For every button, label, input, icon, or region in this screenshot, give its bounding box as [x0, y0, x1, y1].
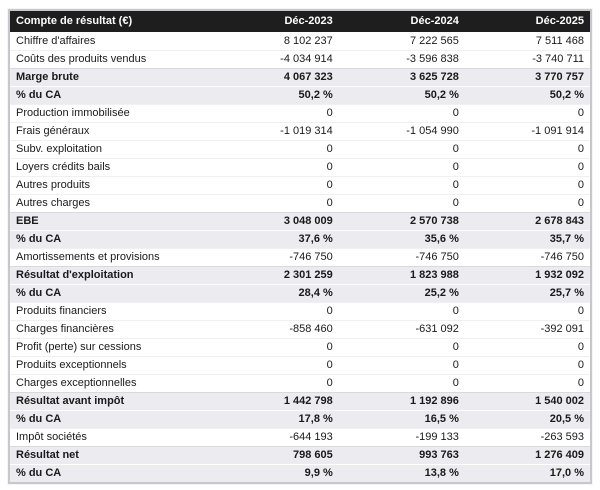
table-row — [9, 176, 591, 194]
income-statement-table — [8, 9, 592, 484]
row-label: Charges financières — [9, 320, 213, 338]
cell-value: 35,6 % — [339, 230, 465, 248]
row-label: Loyers crédits bails — [9, 158, 213, 176]
cell-value: 0 — [339, 356, 465, 374]
table-row — [9, 338, 591, 356]
table-row — [9, 68, 591, 86]
cell-value: 1 540 002 — [465, 392, 591, 410]
cell-value: -746 750 — [465, 248, 591, 266]
table-row — [9, 212, 591, 230]
cell-value: 28,4 % — [213, 284, 339, 302]
row-label: Marge brute — [9, 68, 213, 86]
table-row — [9, 122, 591, 140]
row-label: Autres charges — [9, 194, 213, 212]
row-label: Subv. exploitation — [9, 140, 213, 158]
cell-value: 7 511 468 — [465, 32, 591, 50]
cell-value: 0 — [213, 104, 339, 122]
cell-value: 50,2 % — [213, 86, 339, 104]
table-row — [9, 374, 591, 392]
cell-value: 16,5 % — [339, 410, 465, 428]
row-label: Amortissements et provisions — [9, 248, 213, 266]
row-label: Profit (perte) sur cessions — [9, 338, 213, 356]
row-label: Charges exceptionnelles — [9, 374, 213, 392]
row-label: EBE — [9, 212, 213, 230]
table-row — [9, 302, 591, 320]
row-label: Production immobilisée — [9, 104, 213, 122]
table-row — [9, 356, 591, 374]
table-row — [9, 158, 591, 176]
cell-value: 0 — [213, 302, 339, 320]
cell-value: 0 — [465, 104, 591, 122]
cell-value: 1 442 798 — [213, 392, 339, 410]
cell-value: -199 133 — [339, 428, 465, 446]
table-row — [9, 248, 591, 266]
row-label: Résultat d'exploitation — [9, 266, 213, 284]
cell-value: 0 — [465, 302, 591, 320]
cell-value: 13,8 % — [339, 464, 465, 483]
cell-value: 0 — [339, 158, 465, 176]
cell-value: 0 — [339, 338, 465, 356]
cell-value: 17,0 % — [465, 464, 591, 483]
cell-value: 0 — [465, 356, 591, 374]
cell-value: 0 — [213, 374, 339, 392]
cell-value: 1 932 092 — [465, 266, 591, 284]
cell-value: 2 570 738 — [339, 212, 465, 230]
table-header-row — [9, 10, 591, 32]
cell-value: 0 — [465, 176, 591, 194]
cell-value: 0 — [339, 302, 465, 320]
table-row — [9, 320, 591, 338]
row-label: % du CA — [9, 464, 213, 483]
cell-value: 0 — [465, 338, 591, 356]
cell-value: -1 019 314 — [213, 122, 339, 140]
cell-value: 0 — [465, 158, 591, 176]
cell-value: -3 740 711 — [465, 50, 591, 68]
table-row — [9, 140, 591, 158]
cell-value: 7 222 565 — [339, 32, 465, 50]
cell-value: 1 192 896 — [339, 392, 465, 410]
cell-value: 0 — [213, 338, 339, 356]
cell-value: 3 770 757 — [465, 68, 591, 86]
row-label: % du CA — [9, 230, 213, 248]
row-label: % du CA — [9, 284, 213, 302]
cell-value: -1 091 914 — [465, 122, 591, 140]
row-label: Produits financiers — [9, 302, 213, 320]
cell-value: 17,8 % — [213, 410, 339, 428]
cell-value: 798 605 — [213, 446, 339, 464]
column-header-dec-2023: Déc-2023 — [213, 10, 339, 32]
table-row — [9, 50, 591, 68]
table-row — [9, 428, 591, 446]
row-label: Résultat net — [9, 446, 213, 464]
cell-value: 0 — [339, 194, 465, 212]
cell-value: 0 — [213, 356, 339, 374]
cell-value: 4 067 323 — [213, 68, 339, 86]
cell-value: -263 593 — [465, 428, 591, 446]
table-row — [9, 104, 591, 122]
table-row — [9, 284, 591, 302]
cell-value: -746 750 — [339, 248, 465, 266]
cell-value: 50,2 % — [339, 86, 465, 104]
cell-value: 50,2 % — [465, 86, 591, 104]
table-title: Compte de résultat (€) — [9, 10, 213, 32]
cell-value: 2 301 259 — [213, 266, 339, 284]
cell-value: 25,2 % — [339, 284, 465, 302]
row-label: Impôt sociétés — [9, 428, 213, 446]
cell-value: 1 823 988 — [339, 266, 465, 284]
row-label: Résultat avant impôt — [9, 392, 213, 410]
cell-value: 0 — [339, 374, 465, 392]
column-header-dec-2025: Déc-2025 — [465, 10, 591, 32]
cell-value: -3 596 838 — [339, 50, 465, 68]
cell-value: 0 — [465, 194, 591, 212]
cell-value: -4 034 914 — [213, 50, 339, 68]
table-row — [9, 392, 591, 410]
row-label: Coûts des produits vendus — [9, 50, 213, 68]
table-row — [9, 32, 591, 50]
cell-value: 1 276 409 — [465, 446, 591, 464]
table-row — [9, 446, 591, 464]
row-label: Produits exceptionnels — [9, 356, 213, 374]
cell-value: 8 102 237 — [213, 32, 339, 50]
table-row — [9, 410, 591, 428]
cell-value: 993 763 — [339, 446, 465, 464]
cell-value: 2 678 843 — [465, 212, 591, 230]
cell-value: 0 — [213, 176, 339, 194]
cell-value: -1 054 990 — [339, 122, 465, 140]
cell-value: 25,7 % — [465, 284, 591, 302]
cell-value: 0 — [213, 140, 339, 158]
cell-value: 0 — [213, 158, 339, 176]
table-row — [9, 230, 591, 248]
cell-value: -644 193 — [213, 428, 339, 446]
cell-value: 0 — [213, 194, 339, 212]
cell-value: 35,7 % — [465, 230, 591, 248]
cell-value: 9,9 % — [213, 464, 339, 483]
row-label: % du CA — [9, 86, 213, 104]
cell-value: -392 091 — [465, 320, 591, 338]
cell-value: -746 750 — [213, 248, 339, 266]
row-label: Chiffre d'affaires — [9, 32, 213, 50]
cell-value: 0 — [339, 176, 465, 194]
table-row — [9, 266, 591, 284]
cell-value: 0 — [465, 140, 591, 158]
cell-value: 37,6 % — [213, 230, 339, 248]
row-label: % du CA — [9, 410, 213, 428]
table-body — [9, 32, 591, 483]
row-label: Frais généraux — [9, 122, 213, 140]
table-row — [9, 464, 591, 483]
cell-value: 0 — [339, 104, 465, 122]
cell-value: 0 — [465, 374, 591, 392]
table-row — [9, 86, 591, 104]
cell-value: -631 092 — [339, 320, 465, 338]
cell-value: 3 048 009 — [213, 212, 339, 230]
cell-value: 0 — [339, 140, 465, 158]
cell-value: 20,5 % — [465, 410, 591, 428]
row-label: Autres produits — [9, 176, 213, 194]
table-row — [9, 194, 591, 212]
column-header-dec-2024: Déc-2024 — [339, 10, 465, 32]
cell-value: 3 625 728 — [339, 68, 465, 86]
cell-value: -858 460 — [213, 320, 339, 338]
